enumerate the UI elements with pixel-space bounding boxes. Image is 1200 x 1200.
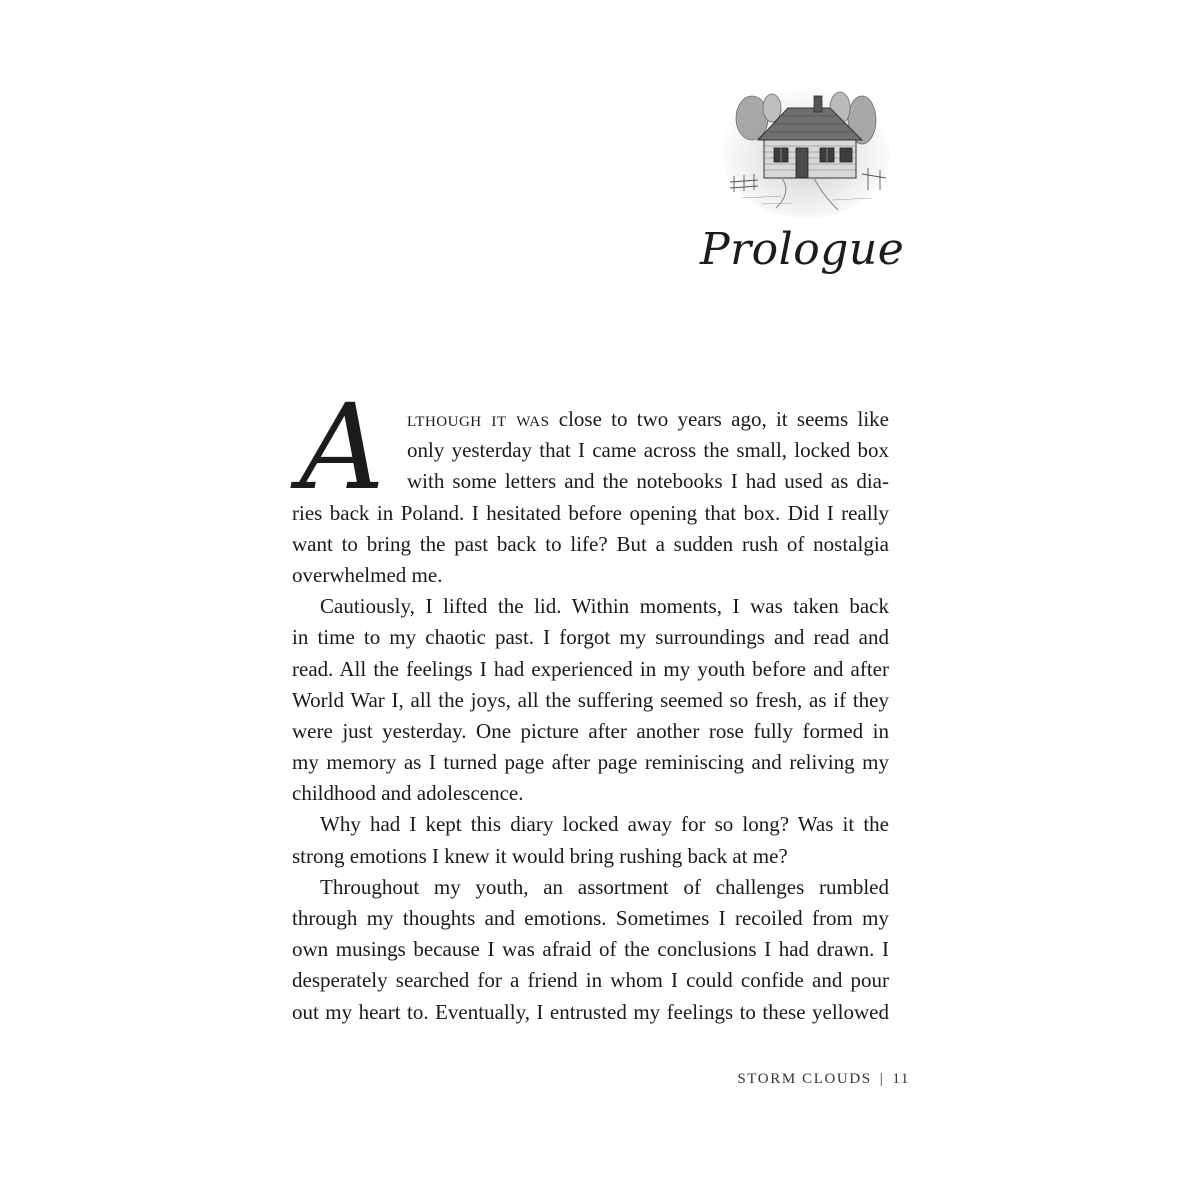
body-line: overwhelmed me. [292, 562, 443, 587]
page-footer [620, 1071, 910, 1088]
body-line: through my thoughts and emotions. Sometimes I recoiled from my [292, 906, 889, 931]
body-line: Cautiously, I lifted the lid. Within moments, I was taken back [320, 594, 889, 619]
house-illustration [722, 78, 890, 218]
body-line: want to bring the past back to life? But a sudden rush of nostalgia [292, 531, 889, 556]
opening-smallcaps: lthough it was [407, 407, 550, 431]
body-text [292, 498, 889, 1028]
drop-cap: A [299, 378, 385, 516]
body-line: desperately searched for a friend in whom I could confide and pour [292, 968, 889, 993]
body-line [407, 404, 889, 435]
running-title: STORM CLOUDS [737, 1071, 872, 1087]
body-line: out my heart to. Eventually, I entrusted my feelings to these yellowed [292, 999, 889, 1024]
chapter-title: Prologue [700, 224, 905, 275]
body-line: in time to my chaotic past. I forgot my surroundings and read and [292, 625, 889, 650]
body-line: were just yesterday. One picture after another rose fully formed in [292, 718, 889, 743]
body-line: only yesterday that I came across the small, locked box [407, 438, 889, 463]
body-line: childhood and adolescence. [292, 781, 524, 806]
body-line: ries back in Poland. I hesitated before opening that box. Did I really [292, 500, 889, 525]
page-number: 11 [892, 1071, 910, 1087]
body-line: with some letters and the notebooks I had used as dia- [407, 469, 889, 494]
body-line: Why had I kept this diary locked away for so long? Was it the [320, 812, 889, 837]
opening-lines [407, 404, 889, 498]
body-line: read. All the feelings I had experienced in my youth before and after [292, 656, 889, 681]
body-line: World War I, all the joys, all the suffering seemed so fresh, as if they [292, 687, 889, 712]
body-line: Throughout my youth, an assortment of challenges rumbled [320, 874, 889, 899]
body-line: own musings because I was afraid of the conclusions I had drawn. I [292, 937, 889, 962]
body-line: strong emotions I knew it would bring rushing back at me? [292, 843, 788, 868]
footer-separator: | [879, 1071, 885, 1087]
opening-line-rest: close to two years ago, it seems like [549, 407, 889, 431]
body-line: my memory as I turned page after page reminiscing and reliving my [292, 750, 889, 775]
